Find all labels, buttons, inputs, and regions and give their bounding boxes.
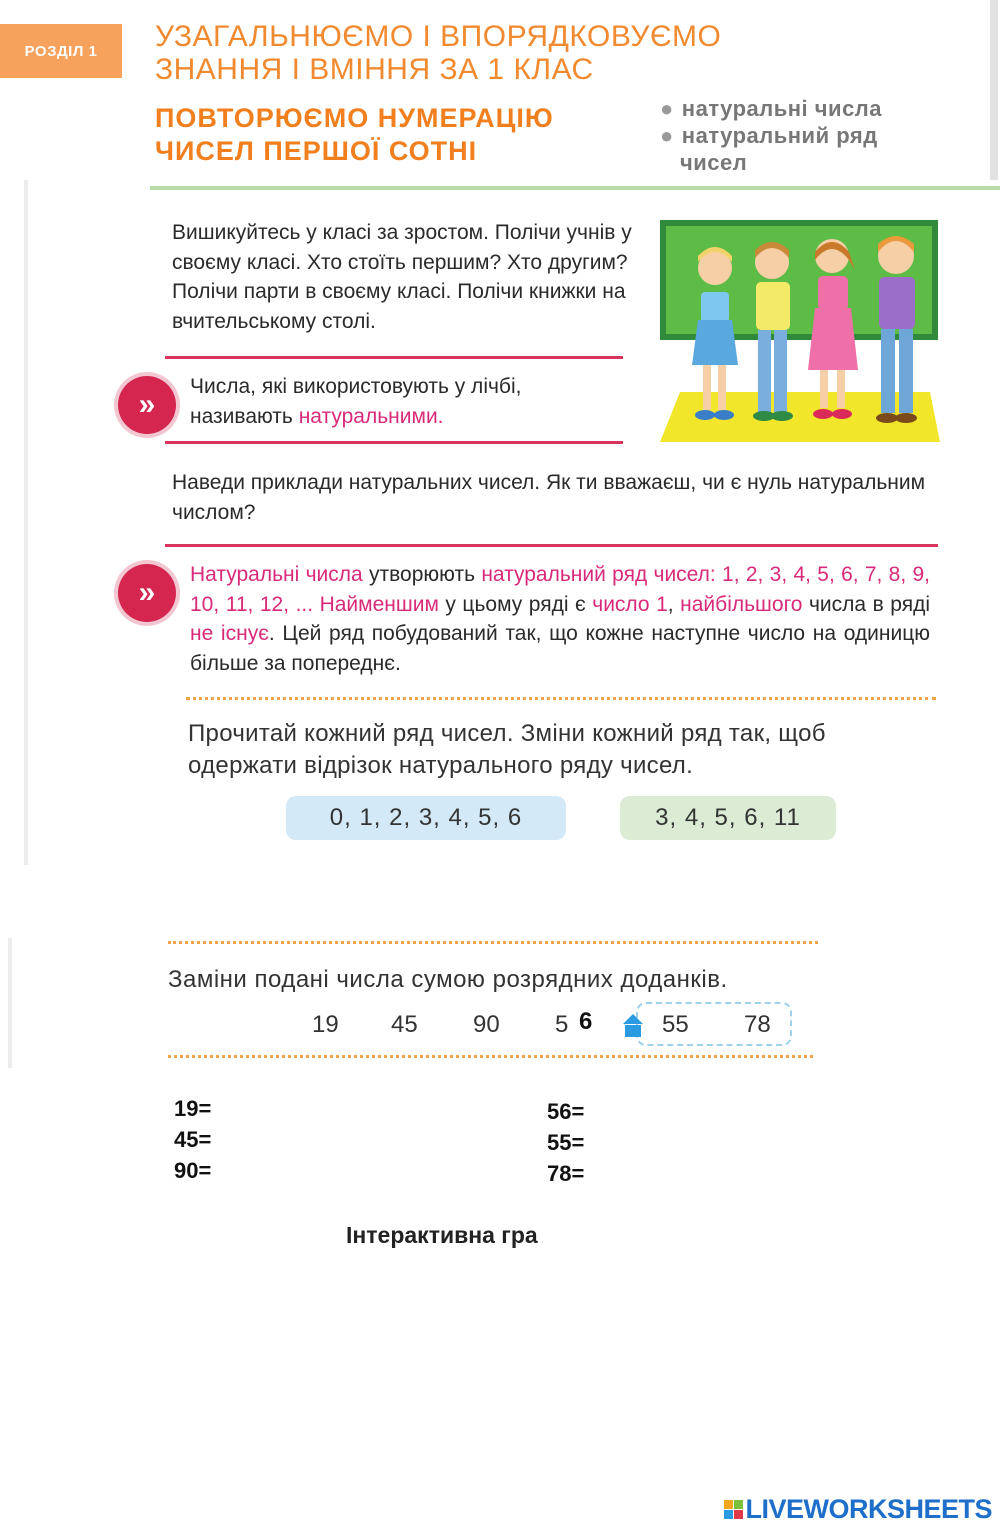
topics-list [660,95,882,176]
page-edge-left [24,180,28,715]
number-row-2: 3, 4, 5, 6, 11 [620,796,836,840]
number-19: 19 [312,1011,339,1038]
answers-right [547,1096,584,1189]
page-edge-left [24,690,28,865]
chapter-title-line2: ЗНАННЯ І ВМІННЯ ЗА 1 КЛАС [155,53,594,86]
answer-19[interactable]: 19= [174,1096,212,1121]
chevrons-icon: » [118,376,176,434]
answer-55[interactable]: 55= [547,1130,585,1155]
number-5: 5 [555,1011,569,1038]
dotted-divider [168,1055,813,1058]
number-78: 78 [744,1011,771,1038]
task2-instructions: Заміни подані числа сумою розрядних доданків. [168,966,728,993]
dotted-divider [168,941,818,944]
page-edge-left [8,938,12,1068]
topic-item: чисел [680,150,748,175]
header-divider [150,186,1000,190]
bullet-icon: ● [660,96,674,121]
chevrons-icon: » [118,564,176,622]
topic-item: ● натуральні числа [660,96,883,121]
definition-natural-numbers: Числа, які використовують у лічбі, називають натуральними. [190,375,522,428]
number-55: 55 [662,1011,689,1038]
intro-paragraph: Вишикуйтесь у класі за зростом. Полічи учнів у своєму класі. Хто стоїть першим? Хто другим? Полічи парти в своєму класі. Полічи книжки на вчительському столі. [172,221,632,333]
logo-blocks-icon [724,1500,743,1519]
chapter-title-line1: УЗАГАЛЬНЮЄМО І ВПОРЯДКОВУЄМО [155,20,722,53]
liveworksheets-logo [724,1494,992,1525]
number-6-entry[interactable]: 6 [579,1008,593,1035]
interactive-game-label: Інтерактивна гра [346,1222,538,1248]
lesson-title-line2: ЧИСЕЛ ПЕРШОЇ СОТНІ [155,136,478,166]
topic-item: ● натуральний ряд [660,123,878,148]
task1-instructions: Прочитай кожний ряд чисел. Зміни кожний ряд так, щоб одержати відрізок натурального ряду чисел. [188,720,826,779]
arrow-up-icon [622,1012,644,1038]
section-tab: РОЗДІЛ 1 [0,24,122,78]
number-90: 90 [473,1011,500,1038]
dotted-divider [186,697,936,700]
answer-78[interactable]: 78= [547,1161,585,1186]
number-row-1: 0, 1, 2, 3, 4, 5, 6 [286,796,566,840]
answer-90[interactable]: 90= [174,1158,212,1183]
lesson-title-line1: ПОВТОРЮЄМО НУМЕРАЦІЮ [155,103,554,133]
children-illustration [660,220,940,445]
number-45: 45 [391,1011,418,1038]
definition-bottom-rule [165,441,623,444]
answers-left [174,1093,211,1186]
rule-top-rule [165,544,938,547]
brand-name: LIVEWORKSHEETS [745,1494,992,1524]
question-paragraph: Наведи приклади натуральних чисел. Як ти вважаєш, чи є нуль натуральним числом? [172,471,926,524]
page-edge [990,0,998,180]
bullet-icon: ● [660,123,674,148]
definition-top-rule [165,356,623,359]
definition-natural-series: Натуральні числа утворюють натуральний ряд чисел: 1, 2, 3, 4, 5, 6, 7, 8, 9, 10, 11, 12, ... Найменшим у цьому ряді є число 1, найбільшого числа в ряді не існує. Цей ряд побудований так, що кожне наступне число на одиницю більше за попереднє. [190,563,931,675]
answer-56[interactable]: 56= [547,1099,585,1124]
answer-45[interactable]: 45= [174,1127,212,1152]
